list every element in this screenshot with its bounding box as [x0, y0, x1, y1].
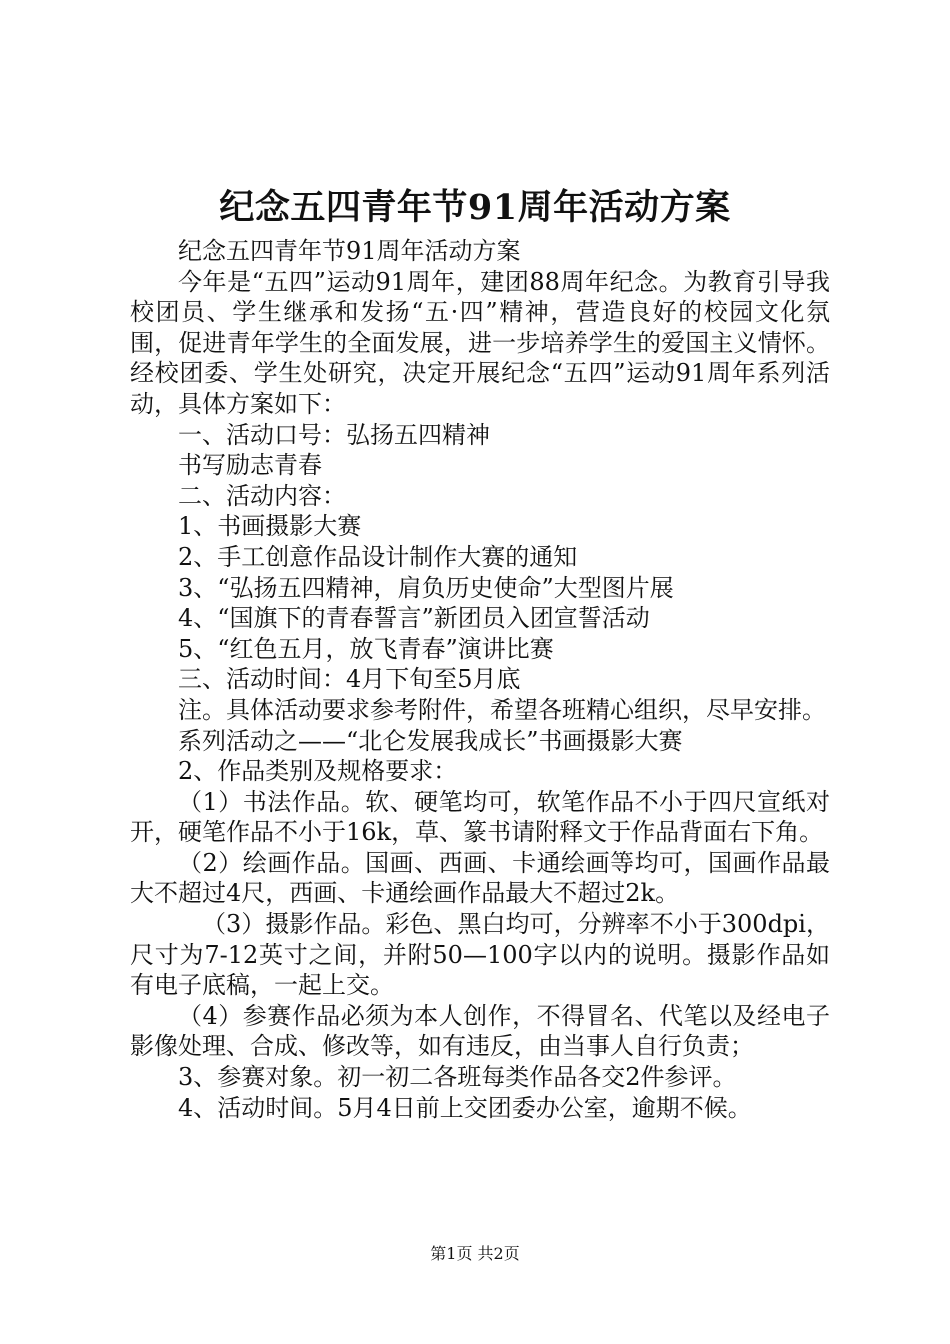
paragraph-series-title: 系列活动之——“北仑发展我成长”书画摄影大赛: [178, 726, 683, 755]
list-item: 3、“弘扬五四精神，肩负历史使命”大型图片展: [178, 573, 674, 602]
list-item: 5、“红色五月，放飞青春”演讲比赛: [178, 634, 554, 663]
paragraph-calligraphy: （1）书法作品。软、硬笔均可，软笔作品不小于四尺宣纸对开，硬笔作品不小于16k，草、篆书请附释文于作品背面右下角。: [130, 787, 830, 847]
paragraph-deadline: 4、活动时间。5月4日前上交团委办公室，逾期不候。: [178, 1093, 752, 1122]
paragraph-category-heading: 2、作品类别及规格要求：: [178, 757, 458, 786]
paragraph-participants: 3、参赛对象。初一初二各班每类作品各交2件参评。: [178, 1063, 737, 1092]
list-item: 2、手工创意作品设计制作大赛的通知: [178, 542, 578, 571]
paragraph-content-heading: 二、活动内容：: [178, 481, 346, 510]
paragraph-note: 注。具体活动要求参考附件，希望各班精心组织，尽早安排。: [178, 695, 826, 724]
list-item: 4、“国旗下的青春誓言”新团员入团宣誓活动: [178, 604, 650, 633]
document-body: [130, 236, 830, 1123]
page-footer: 第1页 共2页: [430, 1244, 520, 1263]
paragraph-originality: （4）参赛作品必须为本人创作，不得冒名、代笔以及经电子影像处理、合成、修改等，如有违反，由当事人自行负责；: [130, 1001, 830, 1061]
paragraph-slogan-2: 书写励志青春: [178, 451, 322, 480]
paragraph-slogan: 一、活动口号：弘扬五四精神: [178, 420, 490, 449]
paragraph-painting: （2）绘画作品。国画、西画、卡通绘画等均可，国画作品最大不超过4尺，西画、卡通绘画作品最大不超过2k。: [130, 848, 830, 908]
paragraph-photography: （3）摄影作品。彩色、黑白均可，分辨率不小于300dpi，尺寸为7-12英寸之间，并附50—100字以内的说明。摄影作品如有电子底稿，一起上交。: [130, 910, 830, 1000]
paragraph-subtitle: 纪念五四青年节91周年活动方案: [178, 237, 521, 265]
paragraph-time: 三、活动时间：4月下旬至5月底: [178, 665, 521, 694]
document-title: 纪念五四青年节91周年活动方案: [219, 187, 731, 228]
paragraph-intro: 今年是“五四”运动91周年，建团88周年纪念。为教育引导我校团员、学生继承和发扬“五·四”精神，营造良好的校园文化氛围，促进青年学生的全面发展，进一步培养学生的爱国主义情怀。经校团委、学生处研究，决定开展纪念“五四”运动91周年系列活动，具体方案如下：: [130, 267, 830, 418]
list-item: 1、书画摄影大赛: [178, 512, 362, 541]
